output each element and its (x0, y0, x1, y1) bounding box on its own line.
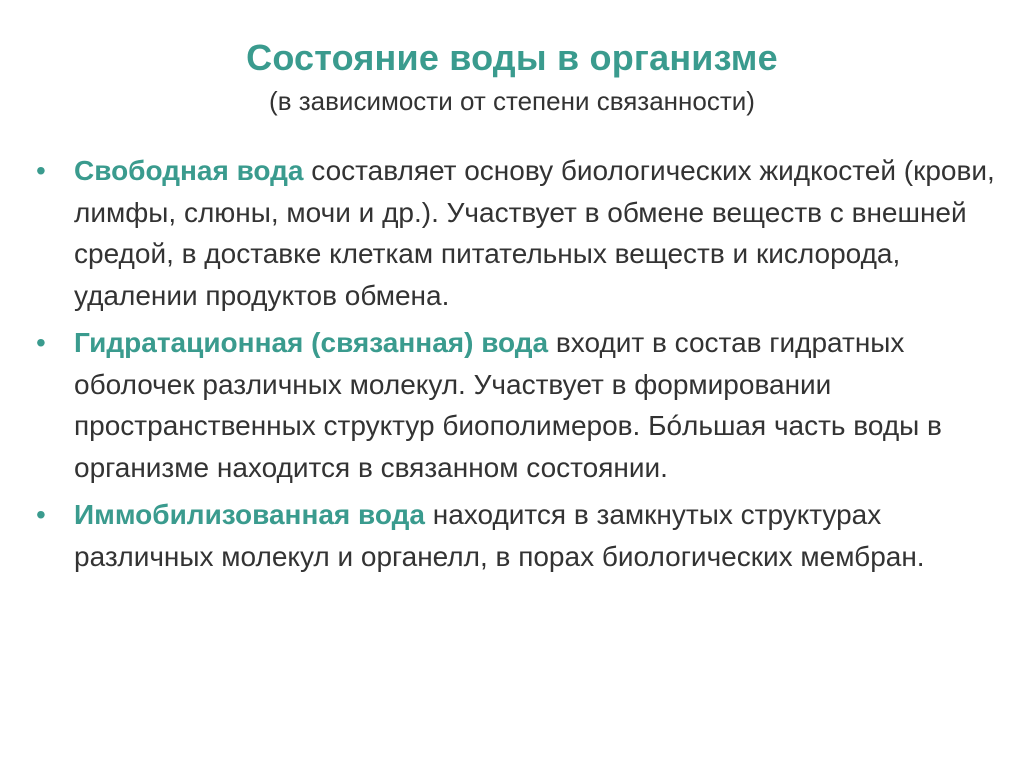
bullet-text: находится в замкнутых структурах различных молекул и органелл, в порах биологических мембран. (74, 499, 925, 572)
slide-title: Состояние воды в организме (246, 37, 778, 78)
bullet-item-hydration-water (36, 322, 996, 488)
bullet-item-free-water (36, 150, 996, 316)
bullet-term: Гидратационная (связанная) вода (74, 327, 549, 358)
bullet-icon: • (36, 499, 46, 530)
bullet-list (36, 150, 996, 583)
bullet-icon: • (36, 327, 46, 358)
bullet-term: Свободная вода (74, 155, 304, 186)
bullet-icon: • (36, 155, 46, 186)
bullet-term: Иммобилизованная вода (74, 499, 425, 530)
slide-subtitle: (в зависимости от степени связанности) (269, 86, 755, 116)
bullet-text: составляет основу биологических жидкостей (крови, лимфы, слюны, мочи и др.). Участвует в обмене веществ с внешней средой, в доставке клеткам питательных веществ и кислорода, удалении продуктов обмена. (74, 155, 995, 311)
bullet-item-immobilized-water (36, 494, 996, 577)
bullet-text: входит в состав гидратных оболочек различных молекул. Участвует в формировании пространственных структур биополимеров. Бóльшая часть воды в организме находится в связанном состоянии. (74, 327, 942, 483)
